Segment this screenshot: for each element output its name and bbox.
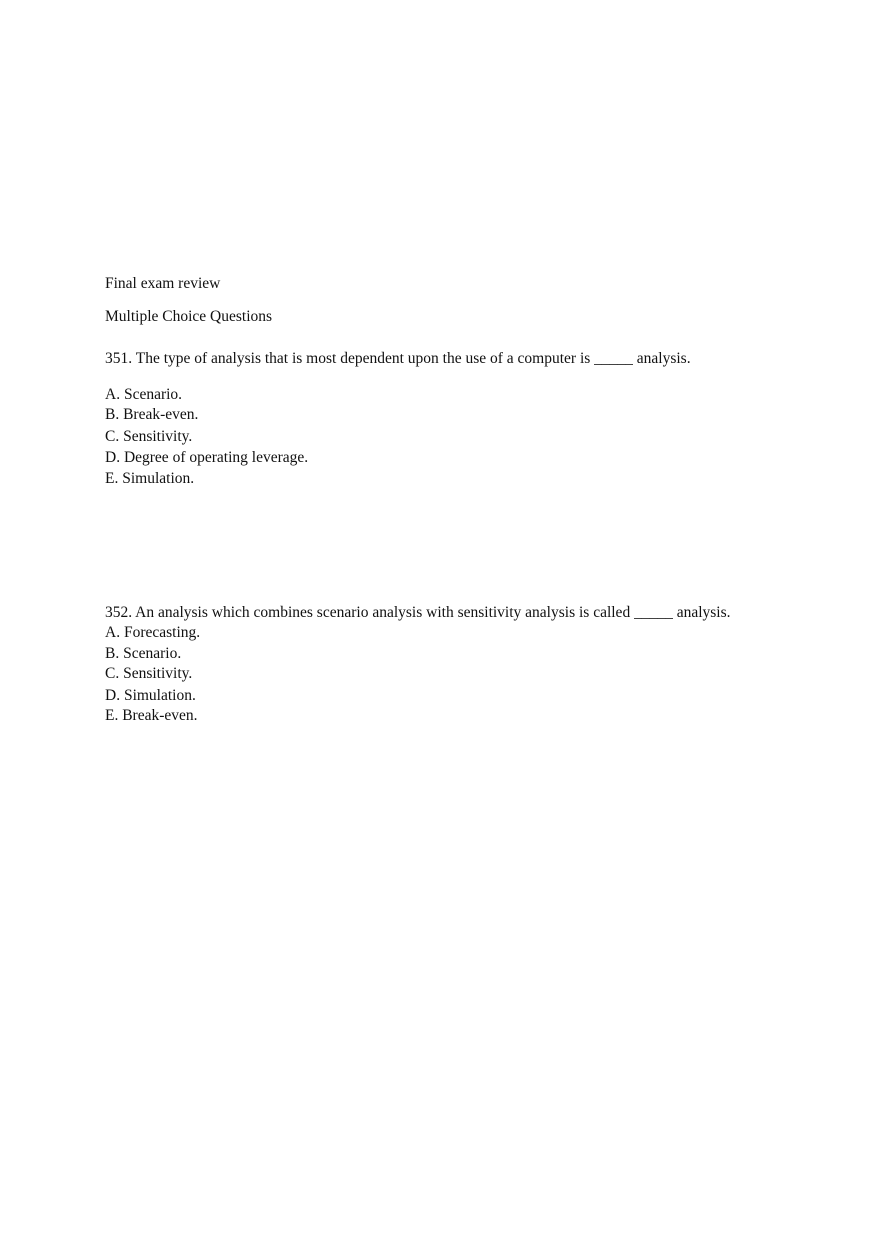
answer-option: A. Forecasting. xyxy=(105,624,201,641)
answer-option: D. Simulation. xyxy=(105,687,196,704)
question-text: 352. An analysis which combines scenario analysis with sensitivity analysis is called _____ analysis. xyxy=(105,604,731,621)
document-title: Final exam review xyxy=(105,275,221,292)
answer-option: D. Degree of operating leverage. xyxy=(105,449,309,466)
document-subtitle: Multiple Choice Questions xyxy=(105,308,273,325)
question-text: 351. The type of analysis that is most dependent upon the use of a computer is _____ analysis. xyxy=(105,350,691,367)
answer-option: B. Break-even. xyxy=(105,406,199,423)
answer-option: C. Sensitivity. xyxy=(105,665,193,682)
answer-option: B. Scenario. xyxy=(105,645,182,662)
answer-option: E. Simulation. xyxy=(105,470,195,487)
answer-option: E. Break-even. xyxy=(105,707,198,724)
answer-option: C. Sensitivity. xyxy=(105,428,193,445)
answer-option: A. Scenario. xyxy=(105,386,183,403)
